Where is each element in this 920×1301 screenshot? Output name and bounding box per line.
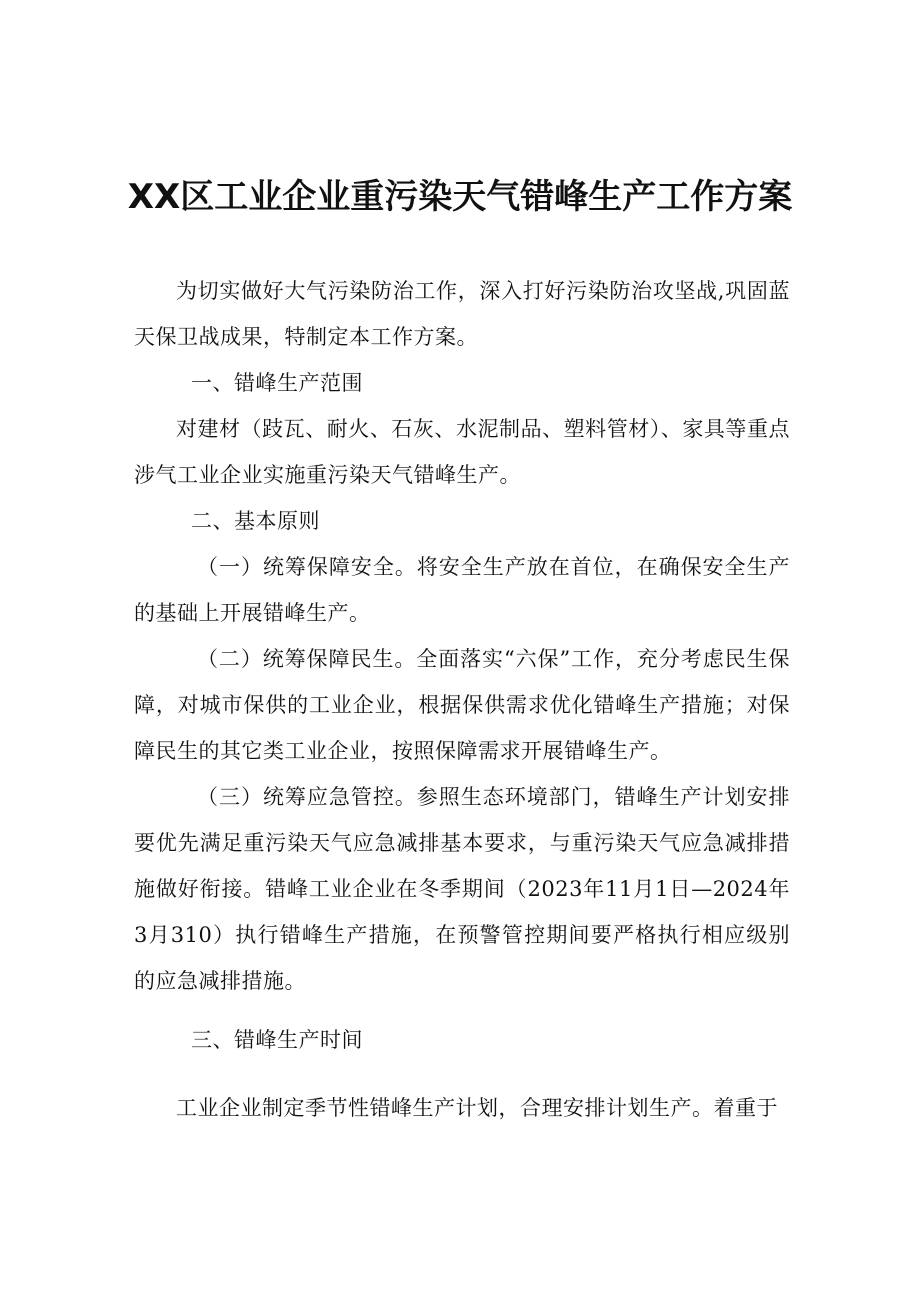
- principle-livelihood-paragraph: （二）统筹保障民生。全面落实“六保”工作，充分考虑民生保障，对城市保供的工业企业，根据保供需求优化错峰生产措施；对保障民生的其它类工业企业，按照保障需求开展错峰生产。: [134, 647, 790, 763]
- document-title: XX区工业企业重污染天气错峰生产工作方案: [127, 177, 793, 217]
- principle-safety-paragraph: （一）统筹保障安全。将安全生产放在首位，在确保安全生产的基础上开展错峰生产。: [134, 555, 790, 625]
- time-paragraph: 工业企业制定季节性错峰生产计划，合理安排计划生产。着重于: [176, 1096, 778, 1120]
- intro-paragraph: 为切实做好大气污染防治工作，深入打好污染防治攻坚战,巩固蓝天保卫战成果，特制定本工作方案。: [134, 279, 790, 349]
- scope-paragraph: 对建材（跂瓦、耐火、石灰、水泥制品、塑料管材）、家具等重点涉气工业企业实施重污染天气错峰生产。: [134, 417, 790, 487]
- section-heading-time: 三、错峰生产时间: [191, 1028, 363, 1052]
- section-heading-principles: 二、基本原则: [191, 509, 320, 533]
- section-heading-scope: 一、错峰生产范围: [191, 371, 363, 395]
- principle-emergency-paragraph: （三）统筹应急管控。参照生态环境部门，错峰生产计划安排要优先满足重污染天气应急减排基本要求，与重污染天气应急减排措施做好衔接。错峰工业企业在冬季期间（2023年11月1日—2024年3月310）执行错峰生产措施，在预警管控期间要严格执行相应级别的应急减排措施。: [134, 785, 790, 993]
